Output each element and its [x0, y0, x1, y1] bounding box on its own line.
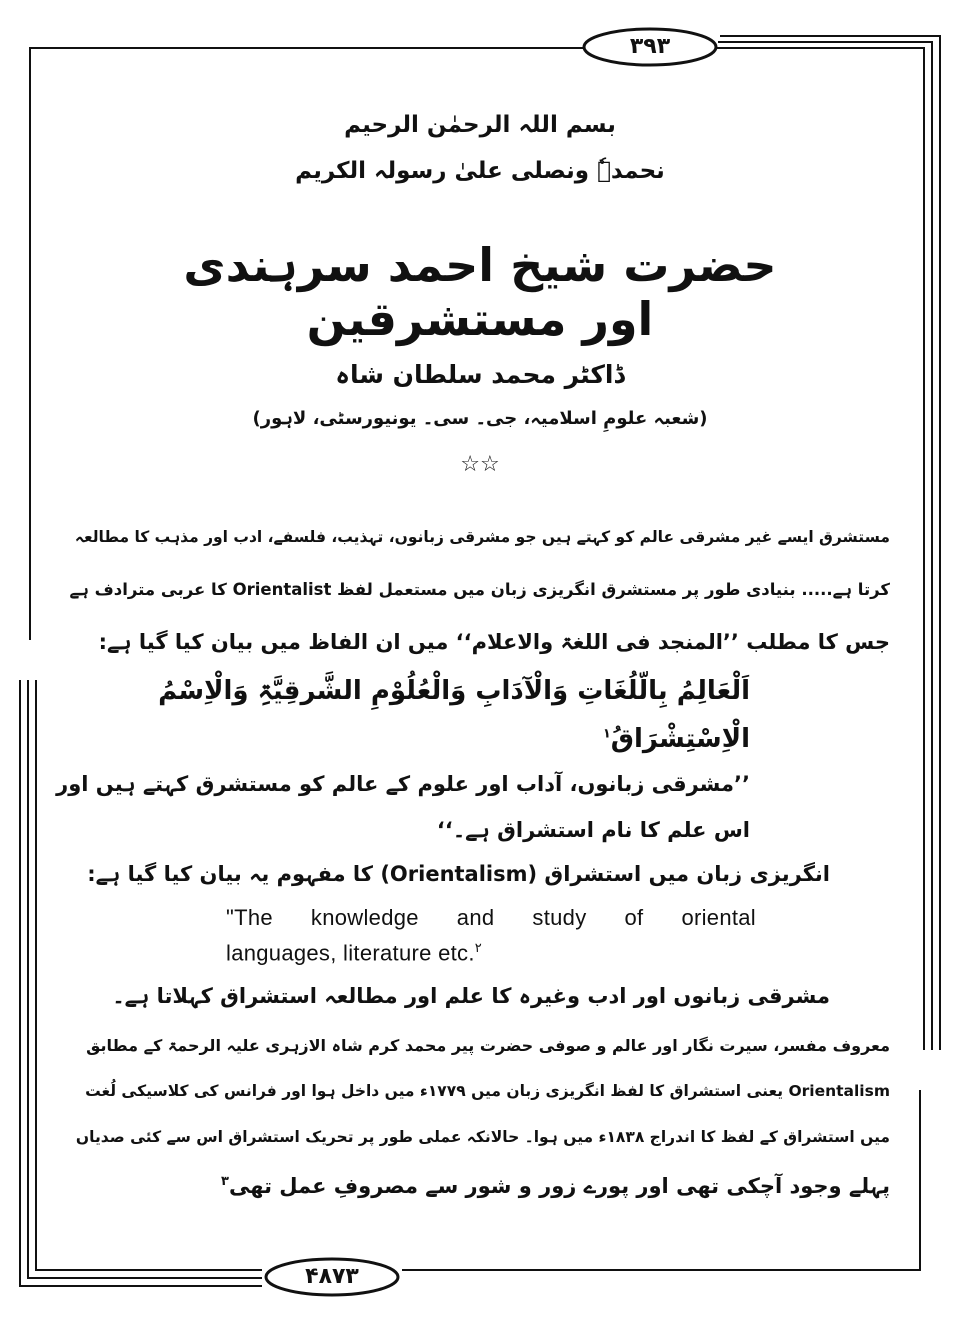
- page-number-top: ۳۹۳: [629, 34, 671, 59]
- bismillah-heading: بسم اللہ الرحمٰن الرحیم: [344, 112, 616, 138]
- paragraph-1-line-2: کرتا ہے..... بنیادی طور پر مستشرق انگریزی زبان میں مستعمل لفظ Orientalist کا عربی مترادف ہے: [69, 580, 890, 599]
- english-definition-line-2: [226, 940, 756, 966]
- author-affiliation: (شعبہ علومِ اسلامیہ، جی۔ سی۔ یونیورسٹی، لاہور): [252, 408, 708, 429]
- footnote-marker-1: ۱: [602, 726, 611, 742]
- paragraph-4-line-3: میں استشراق کے لفظ کا اندراج ۱۸۳۸ء میں ہوا۔ حالانکہ عملی طور پر تحریک استشراق اس سے کئی صدیاں: [75, 1128, 890, 1146]
- translation-quote-line-2: اس علم کا نام استشراق ہے۔‘‘: [436, 818, 750, 842]
- paragraph-3-line-1: مشرقی زبانوں اور ادب وغیرہ کا علم اور مطالعہ استشراق کہلاتا ہے۔: [112, 984, 830, 1008]
- english-definition-text: languages, literature etc.: [226, 940, 475, 966]
- translation-quote-line-1: ’’مشرقی زبانوں، آداب اور علوم کے عالم کو مستشرق کہتے ہیں اور: [56, 772, 750, 796]
- arabic-definition-line-1: اَلْعَالِمُ بِالّلُغَاتِ وَالْآدَابِ وَالْعُلُوْمِ الشَّرقِیَّۃِ وَالْاِسْمُ: [158, 676, 750, 706]
- paragraph-4-line-2: Orientalism یعنی استشراق کا لفظ انگریزی زبان میں ۱۷۷۹ء میں داخل ہوا اور فرانس کی کلاسیکی لُغت: [85, 1082, 890, 1100]
- article-title: حضرت شیخ احمد سرہندی اور مستشرقین: [183, 238, 777, 346]
- page-number-bottom: ۴۸۷۳: [305, 1264, 359, 1289]
- paragraph-2-line-1: انگریزی زبان میں استشراق (Orientalism) کا مفہوم یہ بیان کیا گیا ہے:: [87, 862, 830, 886]
- salutation-heading: نحمدہٗ ونصلی علیٰ رسولہ الکریم: [295, 158, 665, 184]
- paragraph-4-line-1: معروف مفسر، سیرت نگار اور عالم و صوفی حضرت پیر محمد کرم شاہ الازہری علیہ الرحمۃ کے مطابق: [86, 1036, 890, 1055]
- paragraph-1-line-1: مستشرق ایسے غیر مشرقی عالم کو کہتے ہیں جو مشرقی زبانوں، تہذیب، فلسفے، ادب اور مذہب کا مطالعہ: [74, 528, 890, 546]
- arabic-definition-term: الْاِسْتِشْرَاقُ: [610, 724, 750, 754]
- paragraph-4-line-4: [221, 1174, 890, 1198]
- english-definition-line-1: "The knowledge and study of oriental: [226, 905, 756, 930]
- author-name: ڈاکٹر محمد سلطان شاہ: [335, 360, 625, 389]
- footnote-marker-3: ۳: [221, 1174, 229, 1189]
- section-divider-stars: ☆☆: [460, 452, 500, 477]
- frame-line-top-inner: [716, 48, 924, 1050]
- footnote-marker-2: ۲: [474, 940, 482, 955]
- frame-line-top-middle: [718, 42, 932, 1050]
- paragraph-4-line-4-text: پہلے وجود آچکی تھی اور پورے زور و شور سے مصروفِ عمل تھی: [228, 1174, 890, 1198]
- paragraph-1-line-3: جس کا مطلب ’’المنجد فی اللغۃ والاعلام‘‘ میں ان الفاظ میں بیان کیا گیا ہے:: [98, 630, 890, 654]
- arabic-definition-line-2: [603, 724, 750, 754]
